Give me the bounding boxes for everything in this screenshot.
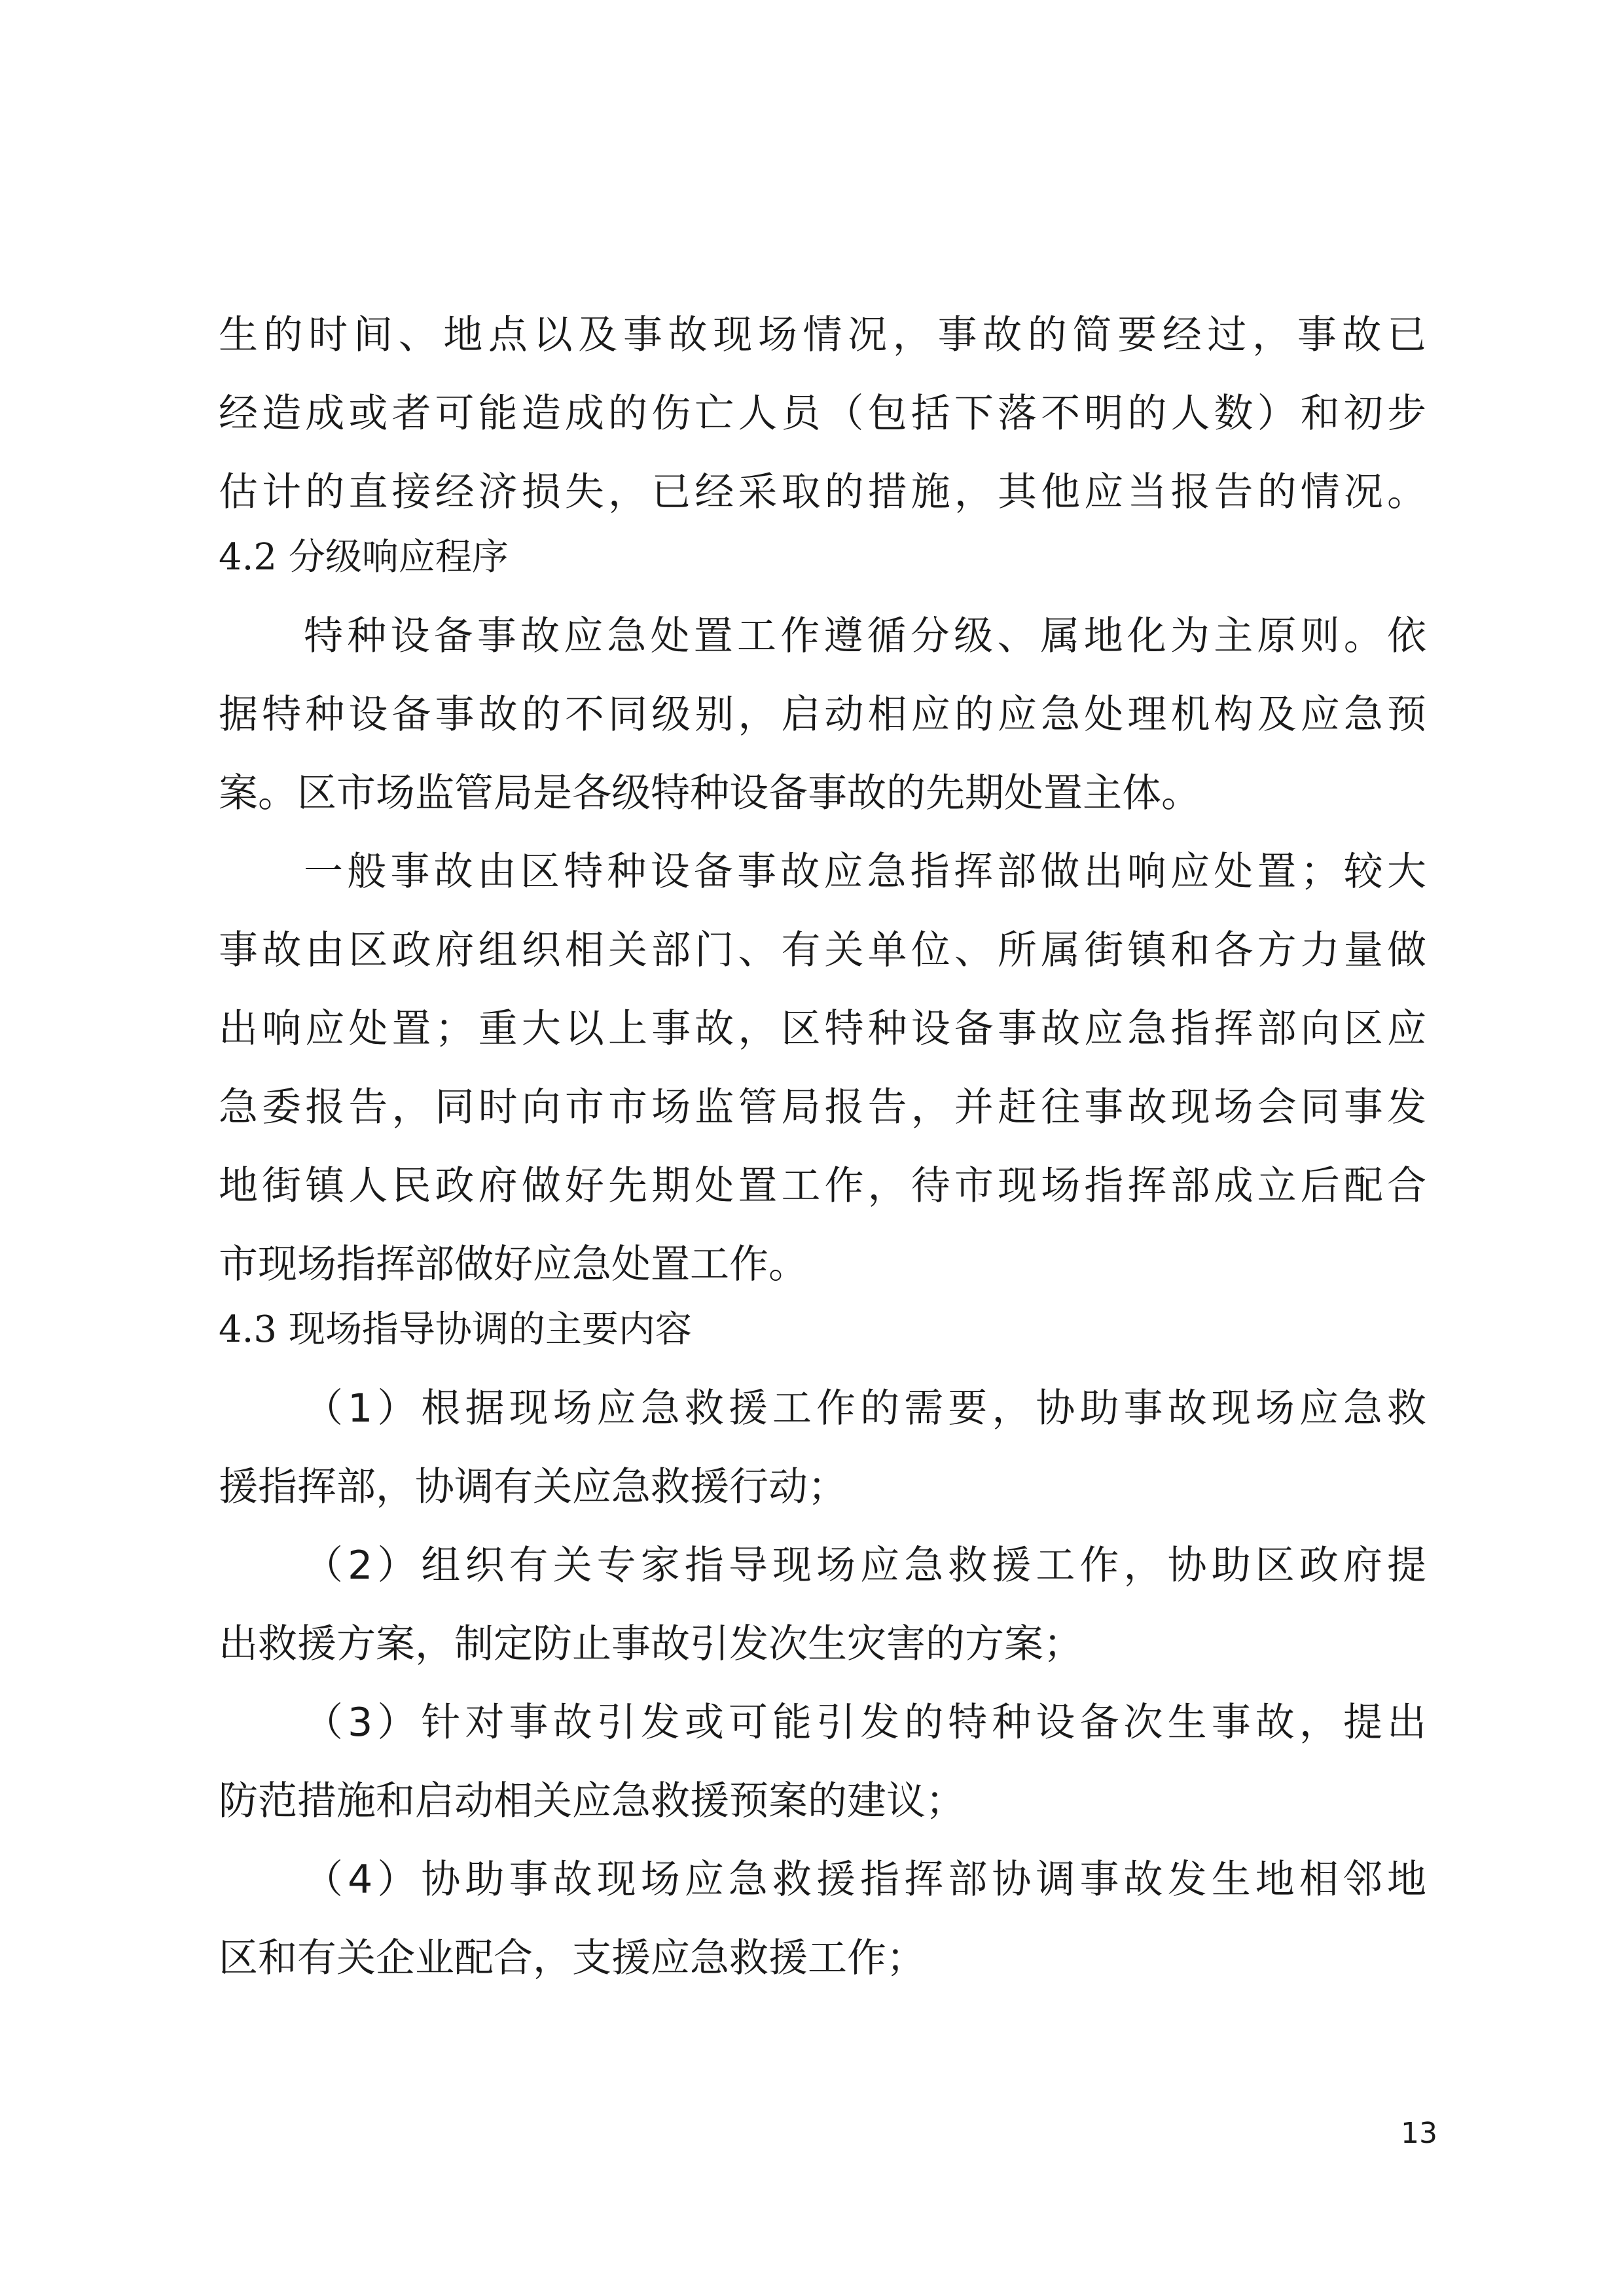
paragraph-line: 急委报告，同时向市市场监管局报告，并赶往事故现场会同事发 (219, 1084, 1426, 1130)
list-item-line: 区和有关企业配合，支援应急救援工作； (219, 1935, 926, 1981)
list-item-line: 防范措施和启动相关应急救援预案的建议； (219, 1778, 965, 1824)
section-heading-4-3: 4.3 现场指导协调的主要内容 (219, 1308, 692, 1351)
list-item-line: （3）针对事故引发或可能引发的特种设备次生事故，提出 (304, 1700, 1426, 1746)
paragraph-line: 生的时间、地点以及事故现场情况，事故的简要经过，事故已 (219, 312, 1426, 358)
paragraph-line: 事故由区政府组织相关部门、有关单位、所属街镇和各方力量做 (219, 927, 1426, 973)
paragraph-line: 出响应处置；重大以上事故，区特种设备事故应急指挥部向区应 (219, 1006, 1426, 1052)
list-item-line: （2）组织有关专家指导现场应急救援工作，协助区政府提 (304, 1543, 1426, 1588)
list-item-line: 出救援方案，制定防止事故引发次生灾害的方案； (219, 1621, 1083, 1667)
list-item-line: （4）协助事故现场应急救援指挥部协调事故发生地相邻地 (304, 1857, 1426, 1903)
page-number: 13 (1401, 2117, 1437, 2150)
paragraph-line: 经造成或者可能造成的伤亡人员（包括下落不明的人数）和初步 (219, 391, 1426, 437)
paragraph-line: 估计的直接经济损失，已经采取的措施，其他应当报告的情况。 (219, 469, 1426, 515)
section-heading-4-2: 4.2 分级响应程序 (219, 536, 509, 579)
list-item-line: 援指挥部，协调有关应急救援行动； (219, 1464, 847, 1510)
list-item-line: （1）根据现场应急救援工作的需要，协助事故现场应急救 (304, 1386, 1426, 1431)
paragraph-line: 特种设备事故应急处置工作遵循分级、属地化为主原则。依 (304, 613, 1426, 659)
paragraph-line: 据特种设备事故的不同级别，启动相应的应急处理机构及应急预 (219, 692, 1426, 738)
paragraph-line: 案。区市场监管局是各级特种设备事故的先期处置主体。 (219, 770, 1200, 816)
paragraph-line: 市现场指挥部做好应急处置工作。 (219, 1242, 808, 1287)
paragraph-line: 一般事故由区特种设备事故应急指挥部做出响应处置；较大 (304, 849, 1426, 895)
paragraph-line: 地街镇人民政府做好先期处置工作，待市现场指挥部成立后配合 (219, 1163, 1426, 1209)
